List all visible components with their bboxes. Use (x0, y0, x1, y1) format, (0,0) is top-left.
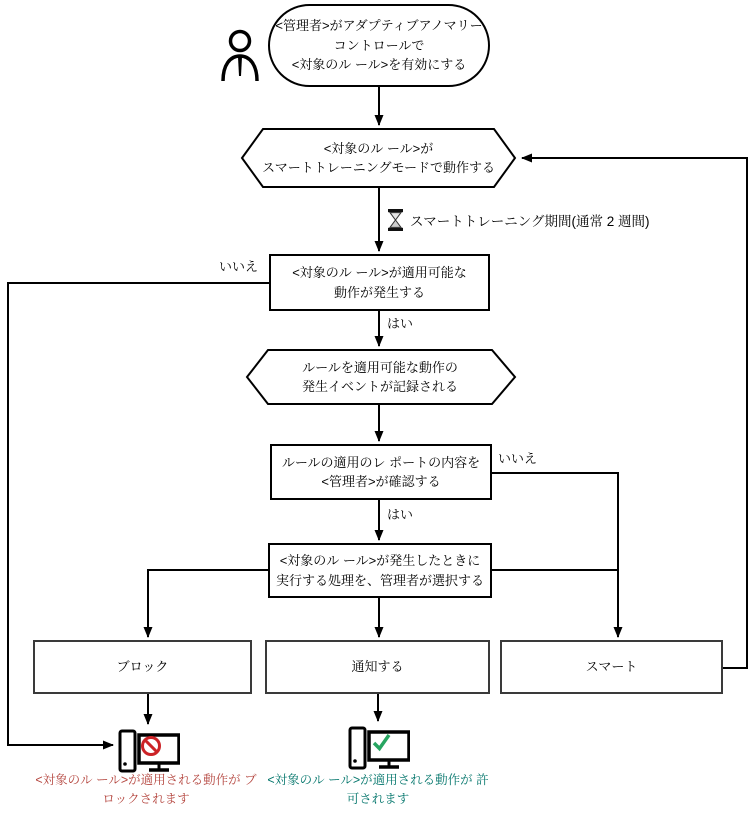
node-block-label: ブロック (116, 659, 169, 675)
node-training-mode-line1: <対象のル ール>が (323, 140, 434, 156)
connector-report-no-to-smart (492, 473, 618, 637)
node-select-action-line1: <対象のル ール>が発生したときに (279, 553, 481, 568)
node-start (268, 4, 490, 87)
node-action-occurs (269, 254, 490, 311)
branch-label-yes-2: はい (386, 504, 414, 523)
node-start-line3: <対象のル ール>を有効にする (291, 57, 467, 73)
computer-allowed-icon (348, 724, 410, 770)
caption-blocked (30, 771, 262, 810)
node-report-review (270, 444, 492, 500)
caption-allowed-line1: <対象のル ール>が適用される動作が (267, 773, 473, 787)
caption-blocked-line1: <対象のル ール>が適用される動作が (35, 773, 241, 787)
node-start-line2: コントロールで (333, 37, 425, 53)
node-notify (265, 640, 490, 694)
node-training-mode (263, 129, 494, 187)
node-event-logged-line2: 発生イベントが記録される (301, 379, 458, 394)
timer-label-row (388, 209, 649, 231)
caption-allowed (262, 771, 494, 810)
node-action-occurs-line1: <対象のル ール>が適用可能な (292, 265, 467, 280)
timer-label: スマートトレーニング期間(通常 2 週間) (410, 214, 650, 229)
node-training-mode-line2: スマートトレーニングモードで動作する (262, 160, 495, 175)
node-select-action-line2: 実行する処理を、管理者が選択する (275, 572, 484, 588)
node-start-line1: <管理者>がアダプティブアノマリー (275, 18, 483, 34)
branch-label-no-left: いいえ (218, 256, 259, 275)
node-action-occurs-line2: 動作が発生する (333, 284, 425, 300)
hourglass-icon (388, 209, 403, 231)
person-icon (216, 28, 264, 84)
node-event-logged-line1: ルールを適用可能な動作の (302, 359, 458, 375)
connector-smart-loop-to-training (522, 158, 747, 668)
caption-blocked-line2: ブロックされます (102, 773, 257, 807)
computer-blocked-icon (118, 727, 180, 773)
branch-label-yes-1: はい (386, 313, 414, 332)
caption-allowed-line2: 許可されます (346, 773, 489, 807)
node-event-logged (268, 350, 492, 404)
node-smart-label: スマート (585, 659, 638, 675)
connector-select-to-block (148, 570, 268, 637)
node-smart (500, 640, 723, 694)
node-select-action (268, 543, 492, 598)
node-block (33, 640, 252, 694)
node-notify-label: 通知する (351, 659, 404, 675)
branch-label-no-right: いいえ (497, 448, 538, 467)
node-report-review-line1: ルールの適用のレ ポートの内容を (281, 454, 481, 470)
node-report-review-line2: <管理者>が確認する (321, 474, 441, 489)
